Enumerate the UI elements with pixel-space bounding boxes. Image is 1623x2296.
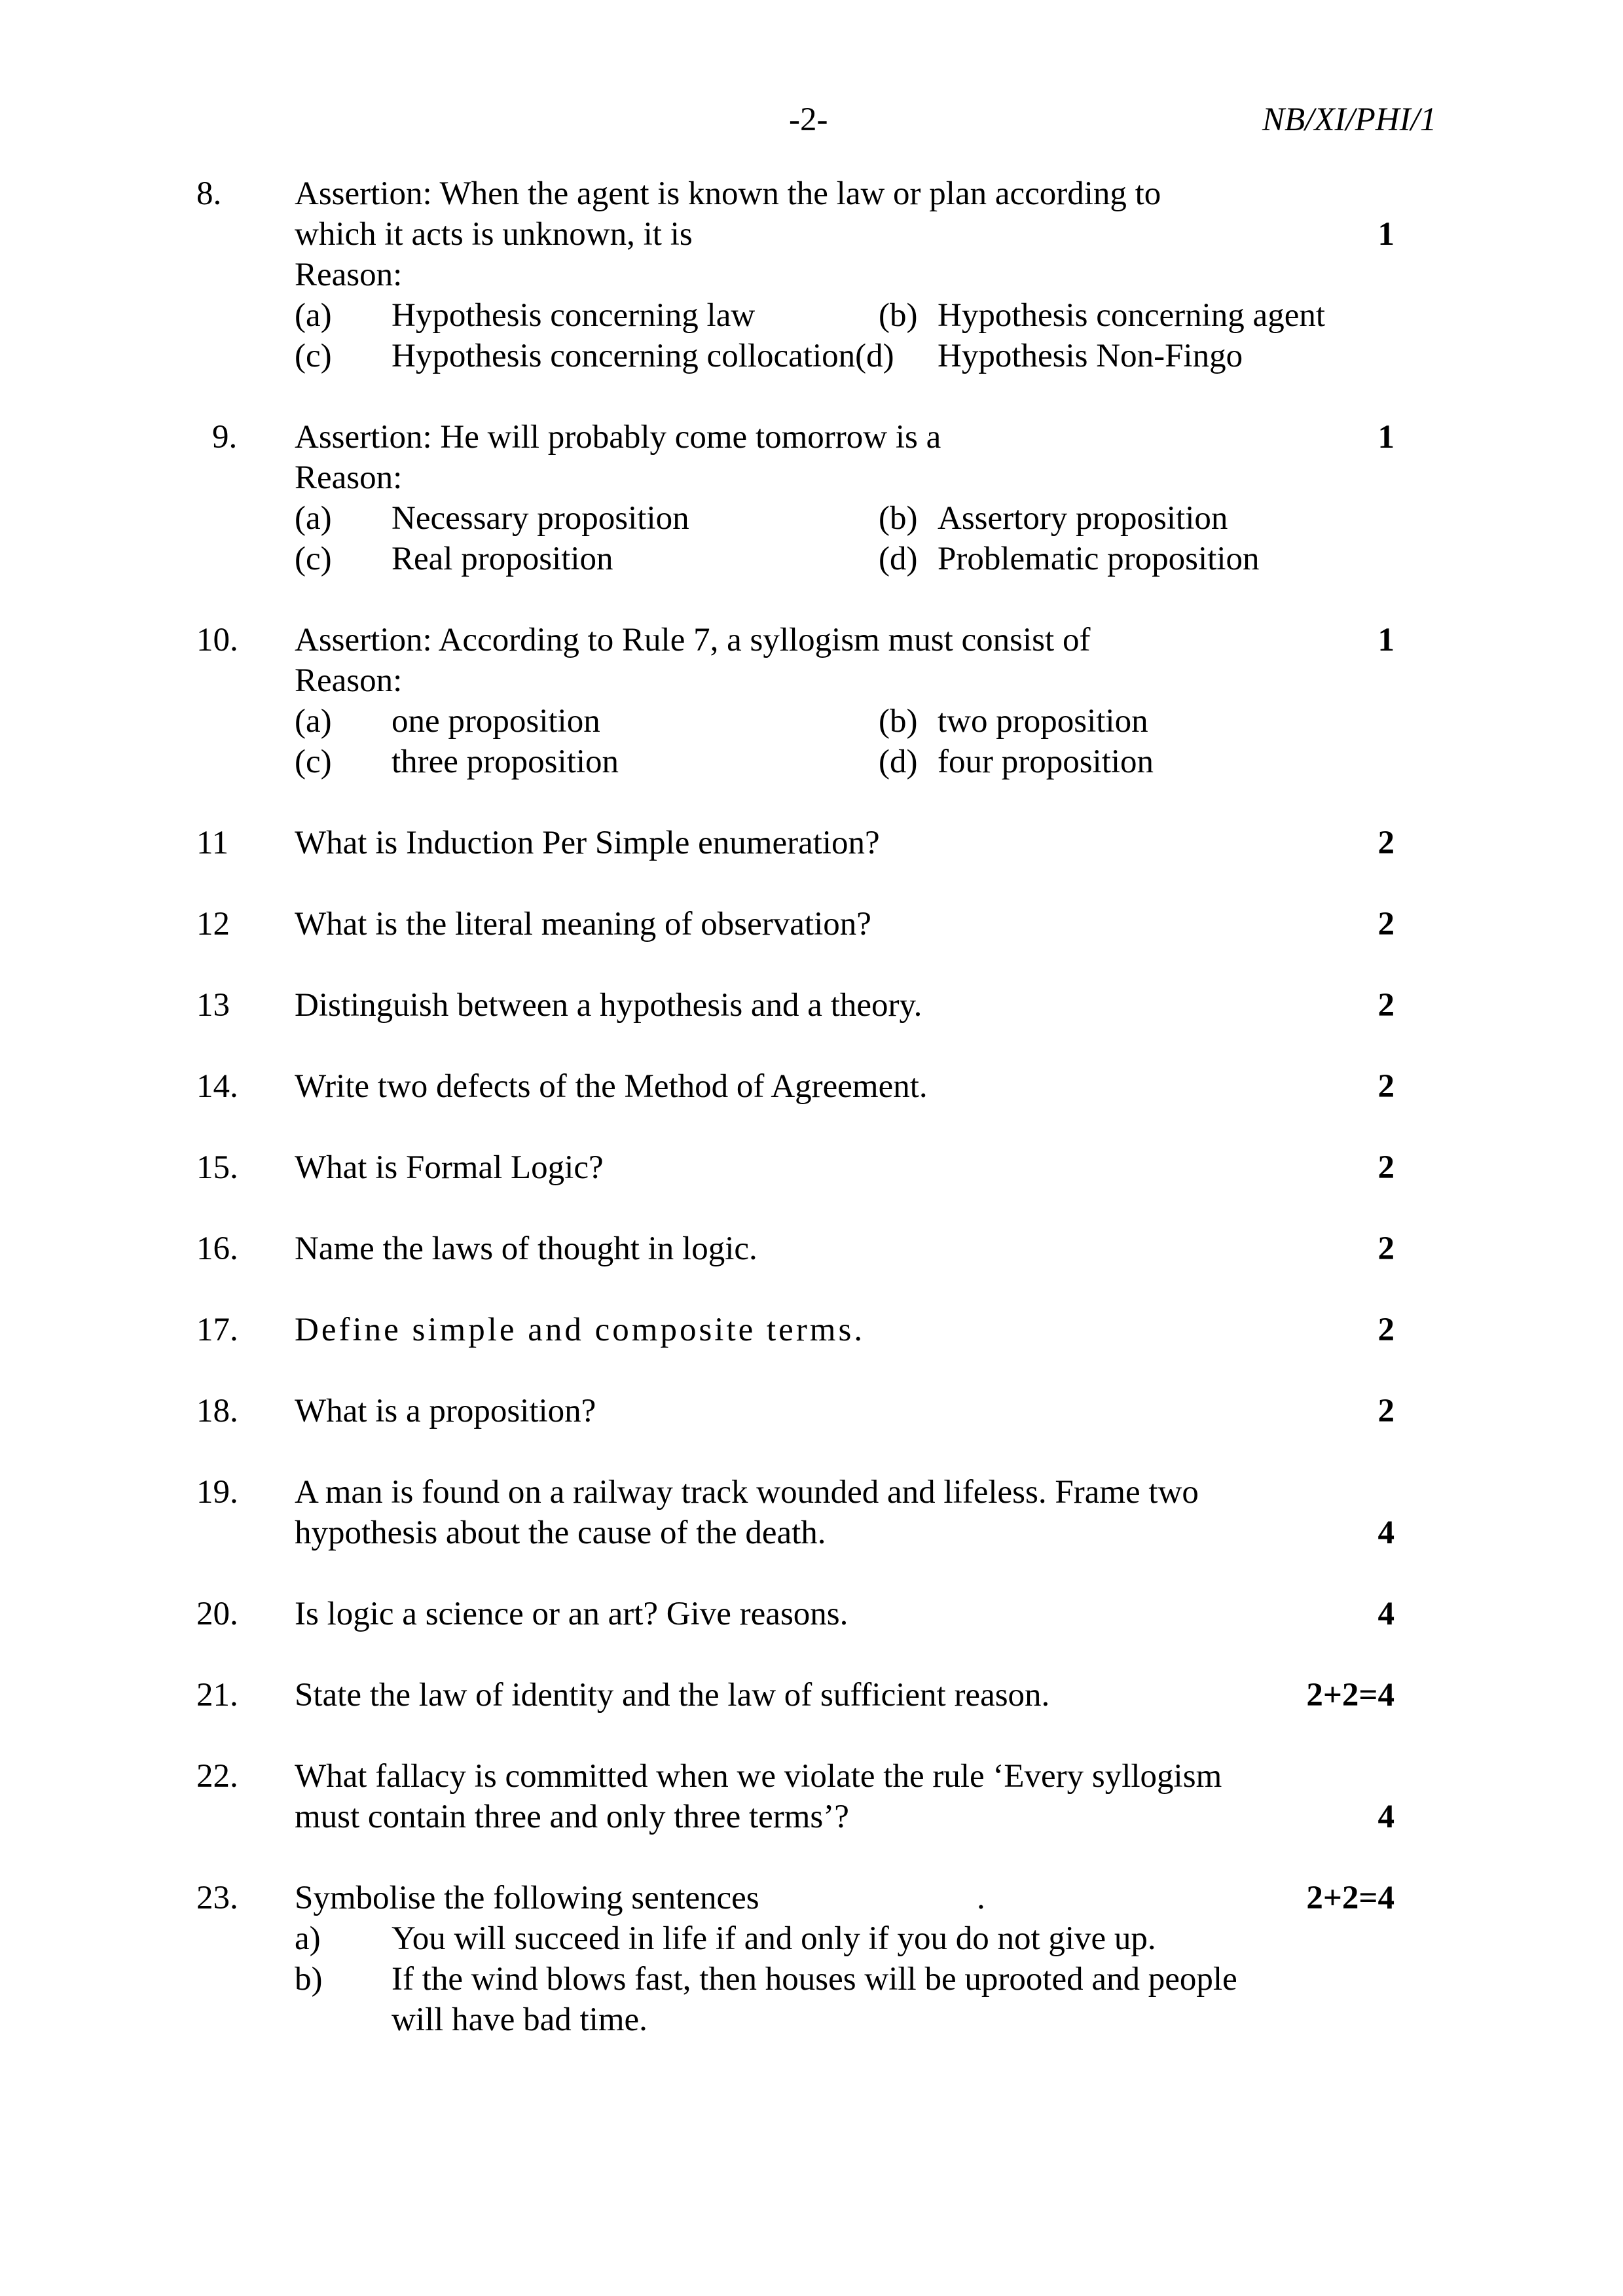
marks: 2+2=4 bbox=[1306, 1880, 1395, 1916]
option-label: b) bbox=[295, 1961, 323, 1998]
marks: 2 bbox=[1377, 1393, 1395, 1429]
option-label: (b) bbox=[879, 500, 918, 537]
marks: 2 bbox=[1377, 825, 1395, 861]
marks: 2+2=4 bbox=[1306, 1677, 1395, 1713]
question-number: 14. bbox=[196, 1068, 238, 1105]
marks: 4 bbox=[1377, 1799, 1395, 1835]
question-text: Assertion: When the agent is known the law or plan according to bbox=[295, 175, 1161, 212]
question-number: 15. bbox=[196, 1149, 238, 1186]
marks: 1 bbox=[1377, 419, 1395, 456]
stray-dot: . bbox=[977, 1880, 985, 1916]
option-text: Hypothesis Non-Fingo bbox=[938, 338, 1243, 374]
marks: 2 bbox=[1377, 906, 1395, 942]
question-text: A man is found on a railway track wounded and lifeless. Frame two bbox=[295, 1474, 1199, 1511]
marks: 4 bbox=[1377, 1515, 1395, 1551]
question-text: Distinguish between a hypothesis and a theory. bbox=[295, 987, 922, 1024]
option-label: (d) bbox=[879, 541, 918, 577]
question-text: What is the literal meaning of observation? bbox=[295, 906, 871, 942]
option-label: (a) bbox=[295, 500, 332, 537]
option-text: three proposition bbox=[392, 744, 619, 780]
question-number: 18. bbox=[196, 1393, 238, 1429]
question-text: Assertion: According to Rule 7, a syllogism must consist of bbox=[295, 622, 1091, 658]
page-number: -2- bbox=[789, 101, 828, 138]
option-label: (b) bbox=[879, 703, 918, 740]
option-text: You will succeed in life if and only if you do not give up. bbox=[392, 1920, 1156, 1957]
question-number: 9. bbox=[212, 419, 238, 456]
question-number: 17. bbox=[196, 1312, 238, 1348]
marks: 1 bbox=[1377, 622, 1395, 658]
marks: 1 bbox=[1377, 216, 1395, 253]
marks: 2 bbox=[1377, 987, 1395, 1024]
question-text: hypothesis about the cause of the death. bbox=[295, 1515, 826, 1551]
option-text: Problematic proposition bbox=[938, 541, 1260, 577]
paper-code: NB/XI/PHI/1 bbox=[1262, 101, 1437, 138]
option-label: (a) bbox=[295, 297, 332, 334]
question-number: 21. bbox=[196, 1677, 238, 1713]
question-number: 19. bbox=[196, 1474, 238, 1511]
question-number: 10. bbox=[196, 622, 238, 658]
question-text: must contain three and only three terms’? bbox=[295, 1799, 849, 1835]
option-label: (c) bbox=[295, 541, 332, 577]
question-text: which it acts is unknown, it is bbox=[295, 216, 693, 253]
option-label: (a) bbox=[295, 703, 332, 740]
question-text: What fallacy is committed when we violate the rule ‘Every syllogism bbox=[295, 1758, 1222, 1795]
marks: 2 bbox=[1377, 1230, 1395, 1267]
option-text: Necessary proposition bbox=[392, 500, 689, 537]
question-text: Define simple and composite terms. bbox=[295, 1312, 866, 1348]
option-text: Hypothesis concerning collocation(d) bbox=[392, 338, 894, 374]
option-text: two proposition bbox=[938, 703, 1148, 740]
option-label: a) bbox=[295, 1920, 321, 1957]
option-label: (b) bbox=[879, 297, 918, 334]
question-text: Assertion: He will probably come tomorrow is a bbox=[295, 419, 941, 456]
question-number: 12 bbox=[196, 906, 230, 942]
question-number: 8. bbox=[196, 175, 222, 212]
option-text: Real proposition bbox=[392, 541, 613, 577]
option-text: Hypothesis concerning law bbox=[392, 297, 756, 334]
question-text: What is Formal Logic? bbox=[295, 1149, 604, 1186]
marks: 4 bbox=[1377, 1596, 1395, 1632]
question-number: 11 bbox=[196, 825, 229, 861]
reason-label: Reason: bbox=[295, 257, 403, 293]
question-text: What is a proposition? bbox=[295, 1393, 596, 1429]
question-number: 20. bbox=[196, 1596, 238, 1632]
question-text: Name the laws of thought in logic. bbox=[295, 1230, 757, 1267]
question-number: 23. bbox=[196, 1880, 238, 1916]
question-number: 22. bbox=[196, 1758, 238, 1795]
question-number: 16. bbox=[196, 1230, 238, 1267]
option-text: one proposition bbox=[392, 703, 600, 740]
question-text: Is logic a science or an art? Give reasons. bbox=[295, 1596, 848, 1632]
question-text: Symbolise the following sentences bbox=[295, 1880, 759, 1916]
question-text: What is Induction Per Simple enumeration? bbox=[295, 825, 880, 861]
reason-label: Reason: bbox=[295, 459, 403, 496]
option-label: (d) bbox=[879, 744, 918, 780]
option-text: If the wind blows fast, then houses will be uprooted and people bbox=[392, 1961, 1237, 1998]
reason-label: Reason: bbox=[295, 662, 403, 699]
question-number: 13 bbox=[196, 987, 230, 1024]
option-text: four proposition bbox=[938, 744, 1154, 780]
marks: 2 bbox=[1377, 1149, 1395, 1186]
marks: 2 bbox=[1377, 1312, 1395, 1348]
option-text: Hypothesis concerning agent bbox=[938, 297, 1326, 334]
option-label: (c) bbox=[295, 338, 332, 374]
option-label: (c) bbox=[295, 744, 332, 780]
option-text: will have bad time. bbox=[392, 2001, 647, 2038]
question-text: State the law of identity and the law of sufficient reason. bbox=[295, 1677, 1050, 1713]
question-text: Write two defects of the Method of Agreement. bbox=[295, 1068, 928, 1105]
option-text: Assertory proposition bbox=[938, 500, 1228, 537]
marks: 2 bbox=[1377, 1068, 1395, 1105]
